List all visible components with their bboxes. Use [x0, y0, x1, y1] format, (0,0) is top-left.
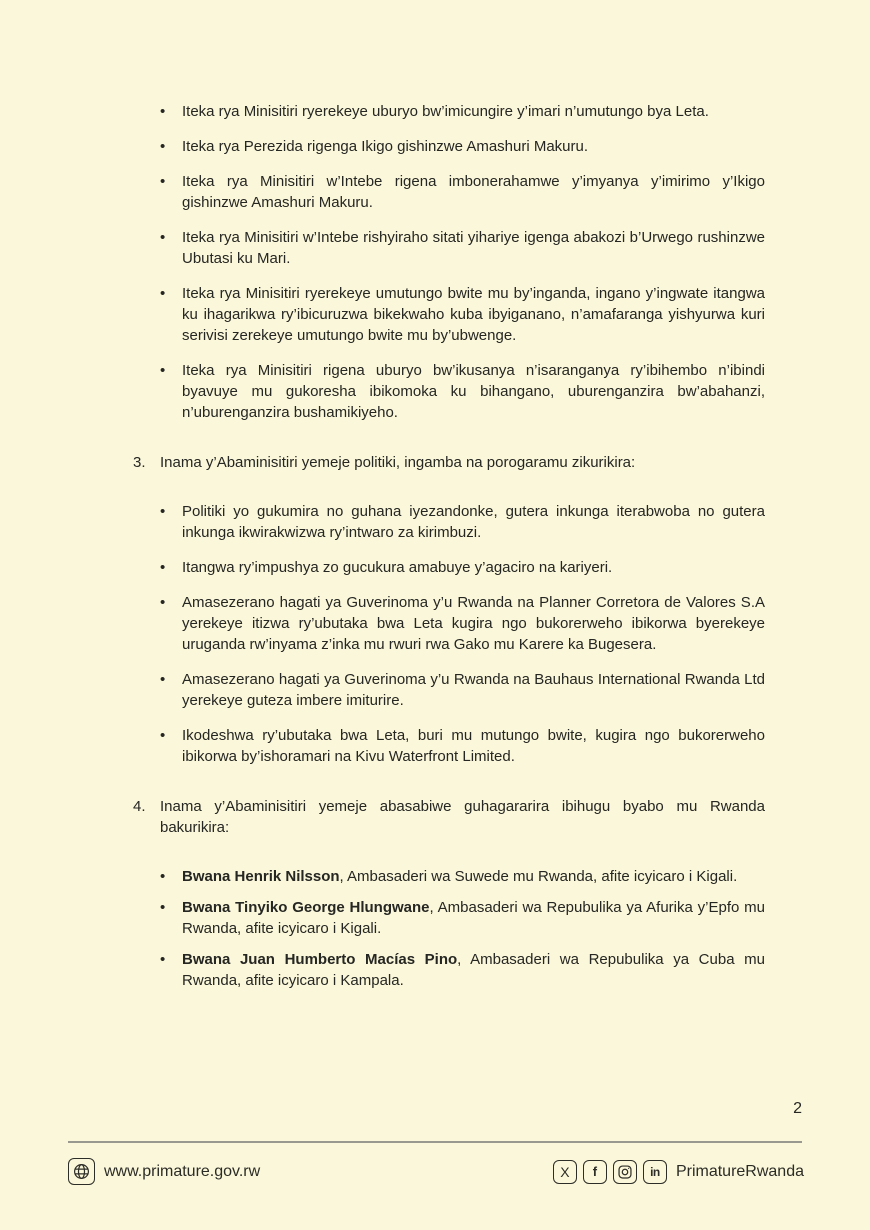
list-item: [160, 866, 765, 887]
page-number: 2: [793, 1100, 802, 1117]
bullet-text: Amasezerano hagati ya Guverinoma y’u Rwanda na Bauhaus International Rwanda Ltd yerekeye guteza imbere imiturire.: [182, 671, 765, 709]
bullet-icon: •: [160, 173, 166, 190]
list-item: [160, 171, 765, 213]
bullet-text: Iteka rya Minisitiri rigena uburyo bw’ikusanya n’isaranganya ry’ibihembo n’ibindi byavuye mu gukoresha ibikomoka ku bihangano, uburenganzira bw’abahanzi, n’uburenganzira bushamikiyeho.: [182, 362, 765, 421]
x-icon[interactable]: X: [553, 1160, 577, 1184]
bullet-icon: •: [160, 671, 166, 688]
instagram-icon[interactable]: [613, 1160, 637, 1184]
bullet-icon: •: [160, 899, 166, 916]
ambassador-description: , Ambasaderi wa Repubulika ya Afurika y’Epfo mu Rwanda, afite icyicaro i Kigali.: [182, 899, 765, 937]
bullet-icon: •: [160, 727, 166, 744]
bullet-text: [182, 949, 765, 991]
ambassador-description: , Ambasaderi wa Repubulika ya Cuba mu Rwanda, afite icyicaro i Kampala.: [182, 951, 765, 989]
footer: [68, 1158, 804, 1185]
list-item: [160, 949, 765, 991]
bullet-icon: •: [160, 103, 166, 120]
item-number: 3.: [133, 454, 146, 471]
bullet-text: Iteka rya Minisitiri ryerekeye uburyo bw’imicungire y’imari n’umutungo bya Leta.: [182, 103, 709, 120]
bullet-icon: •: [160, 138, 166, 155]
list-item: [160, 897, 765, 939]
item-text: Inama y’Abaminisitiri yemeje abasabiwe guhagararira ibihugu byabo mu Rwanda bakurikira:: [160, 798, 765, 836]
decree-bullet-list: [133, 101, 765, 423]
social-icons: [553, 1160, 667, 1184]
bullet-icon: •: [160, 362, 166, 379]
footer-website[interactable]: www.primature.gov.rw: [104, 1162, 261, 1180]
ambassador-description: , Ambasaderi wa Suwede mu Rwanda, afite icyicaro i Kigali.: [339, 868, 738, 885]
globe-icon: [68, 1158, 95, 1185]
bullet-icon: •: [160, 559, 166, 576]
item-text: Inama y’Abaminisitiri yemeje politiki, ingamba na porogaramu zikurikira:: [160, 454, 636, 471]
list-item: [160, 725, 765, 767]
footer-divider: [68, 1141, 802, 1143]
linkedin-icon[interactable]: in: [643, 1160, 667, 1184]
bullet-icon: •: [160, 503, 166, 520]
bullet-icon: •: [160, 594, 166, 611]
bullet-text: Itangwa ry’impushya zo gucukura amabuye y’agaciro na kariyeri.: [182, 559, 613, 576]
bullet-icon: •: [160, 868, 166, 885]
bullet-text: Politiki yo gukumira no guhana iyezandonke, gutera inkunga iterabwoba no gutera inkunga ikwirakwizwa ry’intwaro za kirimbuzi.: [182, 503, 765, 541]
list-item: [160, 557, 765, 578]
facebook-icon[interactable]: f: [583, 1160, 607, 1184]
bullet-text: Iteka rya Perezida rigenga Ikigo gishinzwe Amashuri Makuru.: [182, 138, 589, 155]
bullet-text: Ikodeshwa ry’ubutaka bwa Leta, buri mu mutungo bwite, kugira ngo bukorerweho ibikorwa by’ishoramari na Kivu Waterfront Limited.: [182, 727, 765, 765]
bullet-text: Iteka rya Minisitiri w’Intebe rigena imbonerahamwe y’imyanya y’imirimo y’Ikigo gishinzwe Amashuri Makuru.: [182, 173, 765, 211]
bullet-icon: •: [160, 285, 166, 302]
numbered-item-4: [133, 796, 765, 838]
ambassador-name: Bwana Henrik Nilsson: [182, 868, 340, 885]
footer-social-handle[interactable]: PrimatureRwanda: [675, 1162, 804, 1180]
ambassador-bullet-list: [133, 866, 765, 991]
bullet-text: [182, 897, 765, 939]
document-body: [133, 101, 765, 1001]
list-item: [160, 501, 765, 543]
list-item: [160, 669, 765, 711]
bullet-icon: •: [160, 229, 166, 246]
bullet-text: Iteka rya Minisitiri ryerekeye umutungo bwite mu by’inganda, ingano y’ingwate itangwa ku ihagarikwa ry’ibicuruzwa bikekwaho kuba ibyiganano, n’amafaranga yishyurwa kuri serivisi zerekeye umutungo bwite mu by’ubwenge.: [182, 285, 765, 344]
bullet-text: Iteka rya Minisitiri w’Intebe rishyiraho sitati yihariye igenga abakozi b’Urwego rushinzwe Ubutasi ku Mari.: [182, 229, 765, 267]
list-item: [160, 227, 765, 269]
footer-social-group: [553, 1160, 804, 1184]
bullet-icon: •: [160, 951, 166, 968]
policy-bullet-list: [133, 501, 765, 767]
list-item: [160, 283, 765, 346]
ambassador-name: Bwana Tinyiko George Hlungwane: [182, 899, 430, 916]
ambassador-name: Bwana Juan Humberto Macías Pino: [182, 951, 458, 968]
list-item: [160, 136, 765, 157]
footer-website-group: [68, 1158, 260, 1185]
list-item: [160, 360, 765, 423]
bullet-text: [182, 866, 765, 887]
list-item: [160, 101, 765, 122]
item-number: 4.: [133, 798, 146, 815]
bullet-text: Amasezerano hagati ya Guverinoma y’u Rwanda na Planner Corretora de Valores S.A yerekeye itizwa ry’ubutaka bwa Leta kugira ngo bukorerweho ibikorwa byerekeye uruganda rw’inyama z’inka mu rwuri rwa Gako mu Karere ka Bugesera.: [182, 594, 765, 653]
numbered-item-3: [133, 452, 765, 473]
list-item: [160, 592, 765, 655]
